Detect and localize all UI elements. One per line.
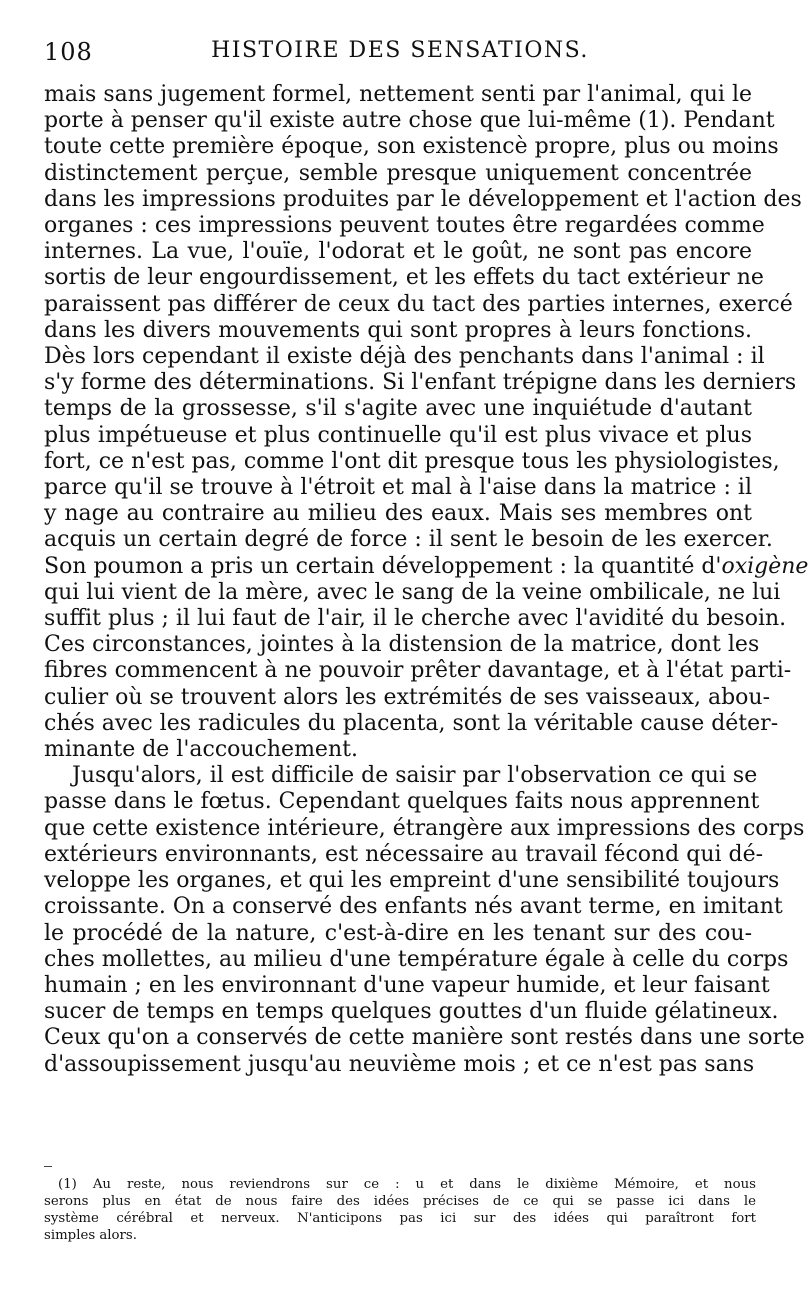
text-line: d'assoupissement jusqu'au neuvième mois ; et ce n'est pas sans — [44, 1051, 755, 1077]
text-line: fort, ce n'est pas, comme l'ont dit presque tous les physiologistes, — [44, 448, 780, 474]
text-line: sucer de temps en temps quelques gouttes d'un fluide gélatineux. — [44, 999, 779, 1025]
text-line: Ces circonstances, jointes à la distension de la matrice, dont les — [44, 632, 760, 658]
footnote-line: système cérébral et nerveux. N'anticipons pas ici sur des idées qui paraîtront fort — [44, 1211, 756, 1226]
text-line: acquis un certain degré de force : il sent le besoin de les exercer. — [44, 527, 773, 553]
text-line: qui lui vient de la mère, avec le sang de la veine ombilicale, ne lui — [44, 579, 781, 605]
italic-word: oxigène — [721, 553, 808, 579]
text-line: parce qu'il se trouve à l'étroit et mal à l'aise dans la matrice : il — [44, 475, 752, 501]
text-line: Ceux qu'on a conservés de cette manière sont restés dans une sorte — [44, 1025, 805, 1051]
text-line: mais sans jugement formel, nettement senti par l'animal, qui le — [44, 82, 752, 107]
text-line: s'y forme des déterminations. Si l'enfant trépigne dans les derniers — [44, 370, 797, 396]
text-line: suffit plus ; il lui faut de l'air, il le cherche avec l'avidité du besoin. — [44, 606, 787, 632]
text-line: que cette existence intérieure, étrangère aux impressions des corps — [44, 815, 805, 841]
text-line: chés avec les radicules du placenta, sont la véritable cause déter- — [44, 710, 779, 736]
text-line: extérieurs environnants, est nécessaire au travail fécond qui dé- — [44, 841, 764, 867]
text-line: le procédé de la nature, c'est-à-dire en les tenant sur des cou- — [44, 920, 752, 946]
text-line-part: Son poumon a pris un certain développement : la quantité d' — [44, 553, 722, 579]
text-line: Jusqu'alors, il est difficile de saisir par l'observation ce qui se — [72, 763, 758, 789]
body-text — [44, 82, 808, 1078]
page-number: 108 — [44, 38, 93, 66]
text-line: ches mollettes, au milieu d'une température égale à celle du corps — [44, 946, 789, 972]
text-line: toute cette première époque, son existencè propre, plus ou moins — [44, 134, 779, 160]
text-line: porte à penser qu'il existe autre chose que lui-même (1). Pendant — [44, 108, 775, 134]
footnote-line: (1) Au reste, nous reviendrons sur ce : u et dans le dixième Mémoire, et nous — [58, 1177, 756, 1192]
text-line: dans les impressions produites par le développement et l'action des — [44, 186, 802, 212]
text-line: croissante. On a conservé des enfants nés avant terme, en imitant — [44, 894, 783, 920]
text-line: plus impétueuse et plus continuelle qu'il est plus vivace et plus — [44, 422, 752, 448]
text-line: distinctement perçue, semble presque uniquement concentrée — [44, 160, 752, 186]
text-line: veloppe les organes, et qui les empreint d'une sensibilité toujours — [44, 868, 780, 894]
text-line: paraissent pas différer de ceux du tact des parties internes, exercé — [44, 291, 793, 317]
text-line: temps de la grossesse, s'il s'agite avec une inquiétude d'autant — [44, 396, 752, 422]
text-line: organes : ces impressions peuvent toutes être regardées comme — [44, 213, 765, 239]
page-header — [44, 38, 756, 72]
text-line: minante de l'accouchement. — [44, 737, 358, 763]
text-line: fibres commencent à ne pouvoir prêter davantage, et à l'état parti- — [44, 658, 792, 684]
footnote-line: simples alors. — [44, 1228, 137, 1243]
footnote-line: serons plus en état de nous faire des idées précises de ce qui se passe ici dans le — [44, 1194, 756, 1209]
footnotes — [44, 1176, 756, 1244]
text-line: humain ; en les environnant d'une vapeur humide, et leur faisant — [44, 972, 770, 998]
text-line: Dès lors cependant il existe déjà des penchants dans l'animal : il — [44, 344, 765, 370]
text-line: culier où se trouvent alors les extrémités de ses vaisseaux, abou- — [44, 684, 770, 710]
text-line: internes. La vue, l'ouïe, l'odorat et le goût, ne sont pas encore — [44, 239, 752, 265]
running-title: HISTOIRE DES SENSATIONS. — [211, 38, 589, 63]
text-line: passe dans le fœtus. Cependant quelques faits nous apprennent — [44, 789, 760, 815]
text-line: sortis de leur engourdissement, et les effets du tact extérieur ne — [44, 265, 764, 291]
footnote-divider — [44, 1166, 52, 1167]
text-line-with-italic — [44, 553, 808, 580]
text-line: dans les divers mouvements qui sont propres à leurs fonctions. — [44, 317, 752, 343]
text-line: y nage au contraire au milieu des eaux. Mais ses membres ont — [44, 501, 752, 527]
